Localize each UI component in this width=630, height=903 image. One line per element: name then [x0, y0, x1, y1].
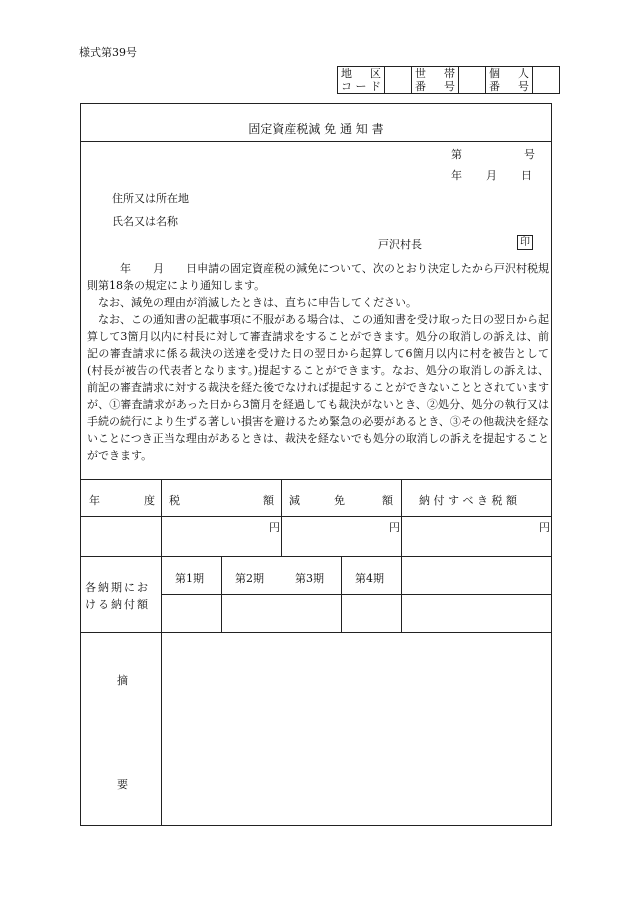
notice-body — [87, 260, 549, 464]
doc-number-prefix: 第 — [451, 148, 462, 161]
district-code-label: 地 区 コード — [338, 67, 385, 94]
unit-tax: 円 — [269, 521, 280, 534]
title-divider — [81, 141, 551, 142]
name-label: 氏名又は名称 — [112, 215, 178, 228]
district-code-value[interactable] — [385, 67, 412, 94]
installment-label-2: ける納付額 — [85, 598, 150, 611]
header-reduction-2: 免 — [334, 494, 345, 507]
household-number-value[interactable] — [459, 67, 486, 94]
household-number-label: 世 帯 番 号 — [412, 67, 459, 94]
form-title: 固定資産税減 免 通 知 書 — [248, 122, 384, 136]
header-payable: 納 付 す べ き 税 額 — [419, 494, 517, 507]
unit-payable: 円 — [539, 521, 550, 534]
installment-label-1: 各納期にお — [85, 581, 150, 594]
address-label: 住所又は所在地 — [112, 192, 189, 205]
period-4: 第4期 — [355, 572, 384, 585]
individual-number-label: 個 人 番 号 — [486, 67, 533, 94]
remarks-label-1: 摘 — [117, 674, 128, 687]
period-2: 第2期 — [235, 572, 264, 585]
header-year-2: 度 — [144, 494, 155, 507]
issuer-name: 戸沢村長 — [378, 238, 422, 251]
header-tax-2: 額 — [263, 494, 274, 507]
header-reduction-1: 減 — [289, 494, 300, 507]
paragraph-decision: 年 月 日申請の固定資産税の減免について、次のとおり決定したから戸沢村税規則第18条の規定により通知します。 — [87, 262, 549, 292]
header-year-1: 年 — [89, 494, 100, 507]
date-year: 年 — [451, 169, 462, 182]
individual-number-value[interactable] — [533, 67, 560, 94]
form-number: 様式第39号 — [79, 46, 137, 59]
header-reduction-3: 額 — [382, 494, 393, 507]
seal-mark: 印 — [517, 235, 533, 250]
doc-number-suffix: 号 — [524, 148, 535, 161]
paragraph-appeal: なお、この通知書の記載事項に不服がある場合は、この通知書を受け取った日の翌日から起算して3箇月以内に村長に対して審査請求をすることができます。処分の取消しの訴えは、前記の審査請求に係る裁決の送達を受けた日の翌日から起算して6箇月以内に村を被告として(村長が被告の代表者となります。)提起することができます。なお、処分の取消しの訴えは、前記の審査請求に対する裁決を経た後でなければ提起することができないこととされていますが、①審査請求があった日から3箇月を経過しても裁決がないとき、②処分、処分の執行又は手続の続行により生ずる著しい損害を避けるため緊急の必要があるとき、③その他裁決を経ないことにつき正当な理由があるときは、裁決を経ないでも処分の取消しの訴えを提起することができます。 — [87, 313, 549, 462]
period-3: 第3期 — [295, 572, 324, 585]
code-table — [337, 66, 560, 94]
period-1: 第1期 — [175, 572, 204, 585]
remarks-label-2: 要 — [117, 778, 128, 791]
date-month: 月 — [486, 169, 497, 182]
date-day: 日 — [521, 169, 532, 182]
paragraph-report: なお、減免の理由が消滅したときは、直ちに申告してください。 — [87, 296, 417, 309]
header-tax-1: 税 — [169, 494, 180, 507]
unit-reduction: 円 — [389, 521, 400, 534]
notice-form — [80, 103, 552, 826]
